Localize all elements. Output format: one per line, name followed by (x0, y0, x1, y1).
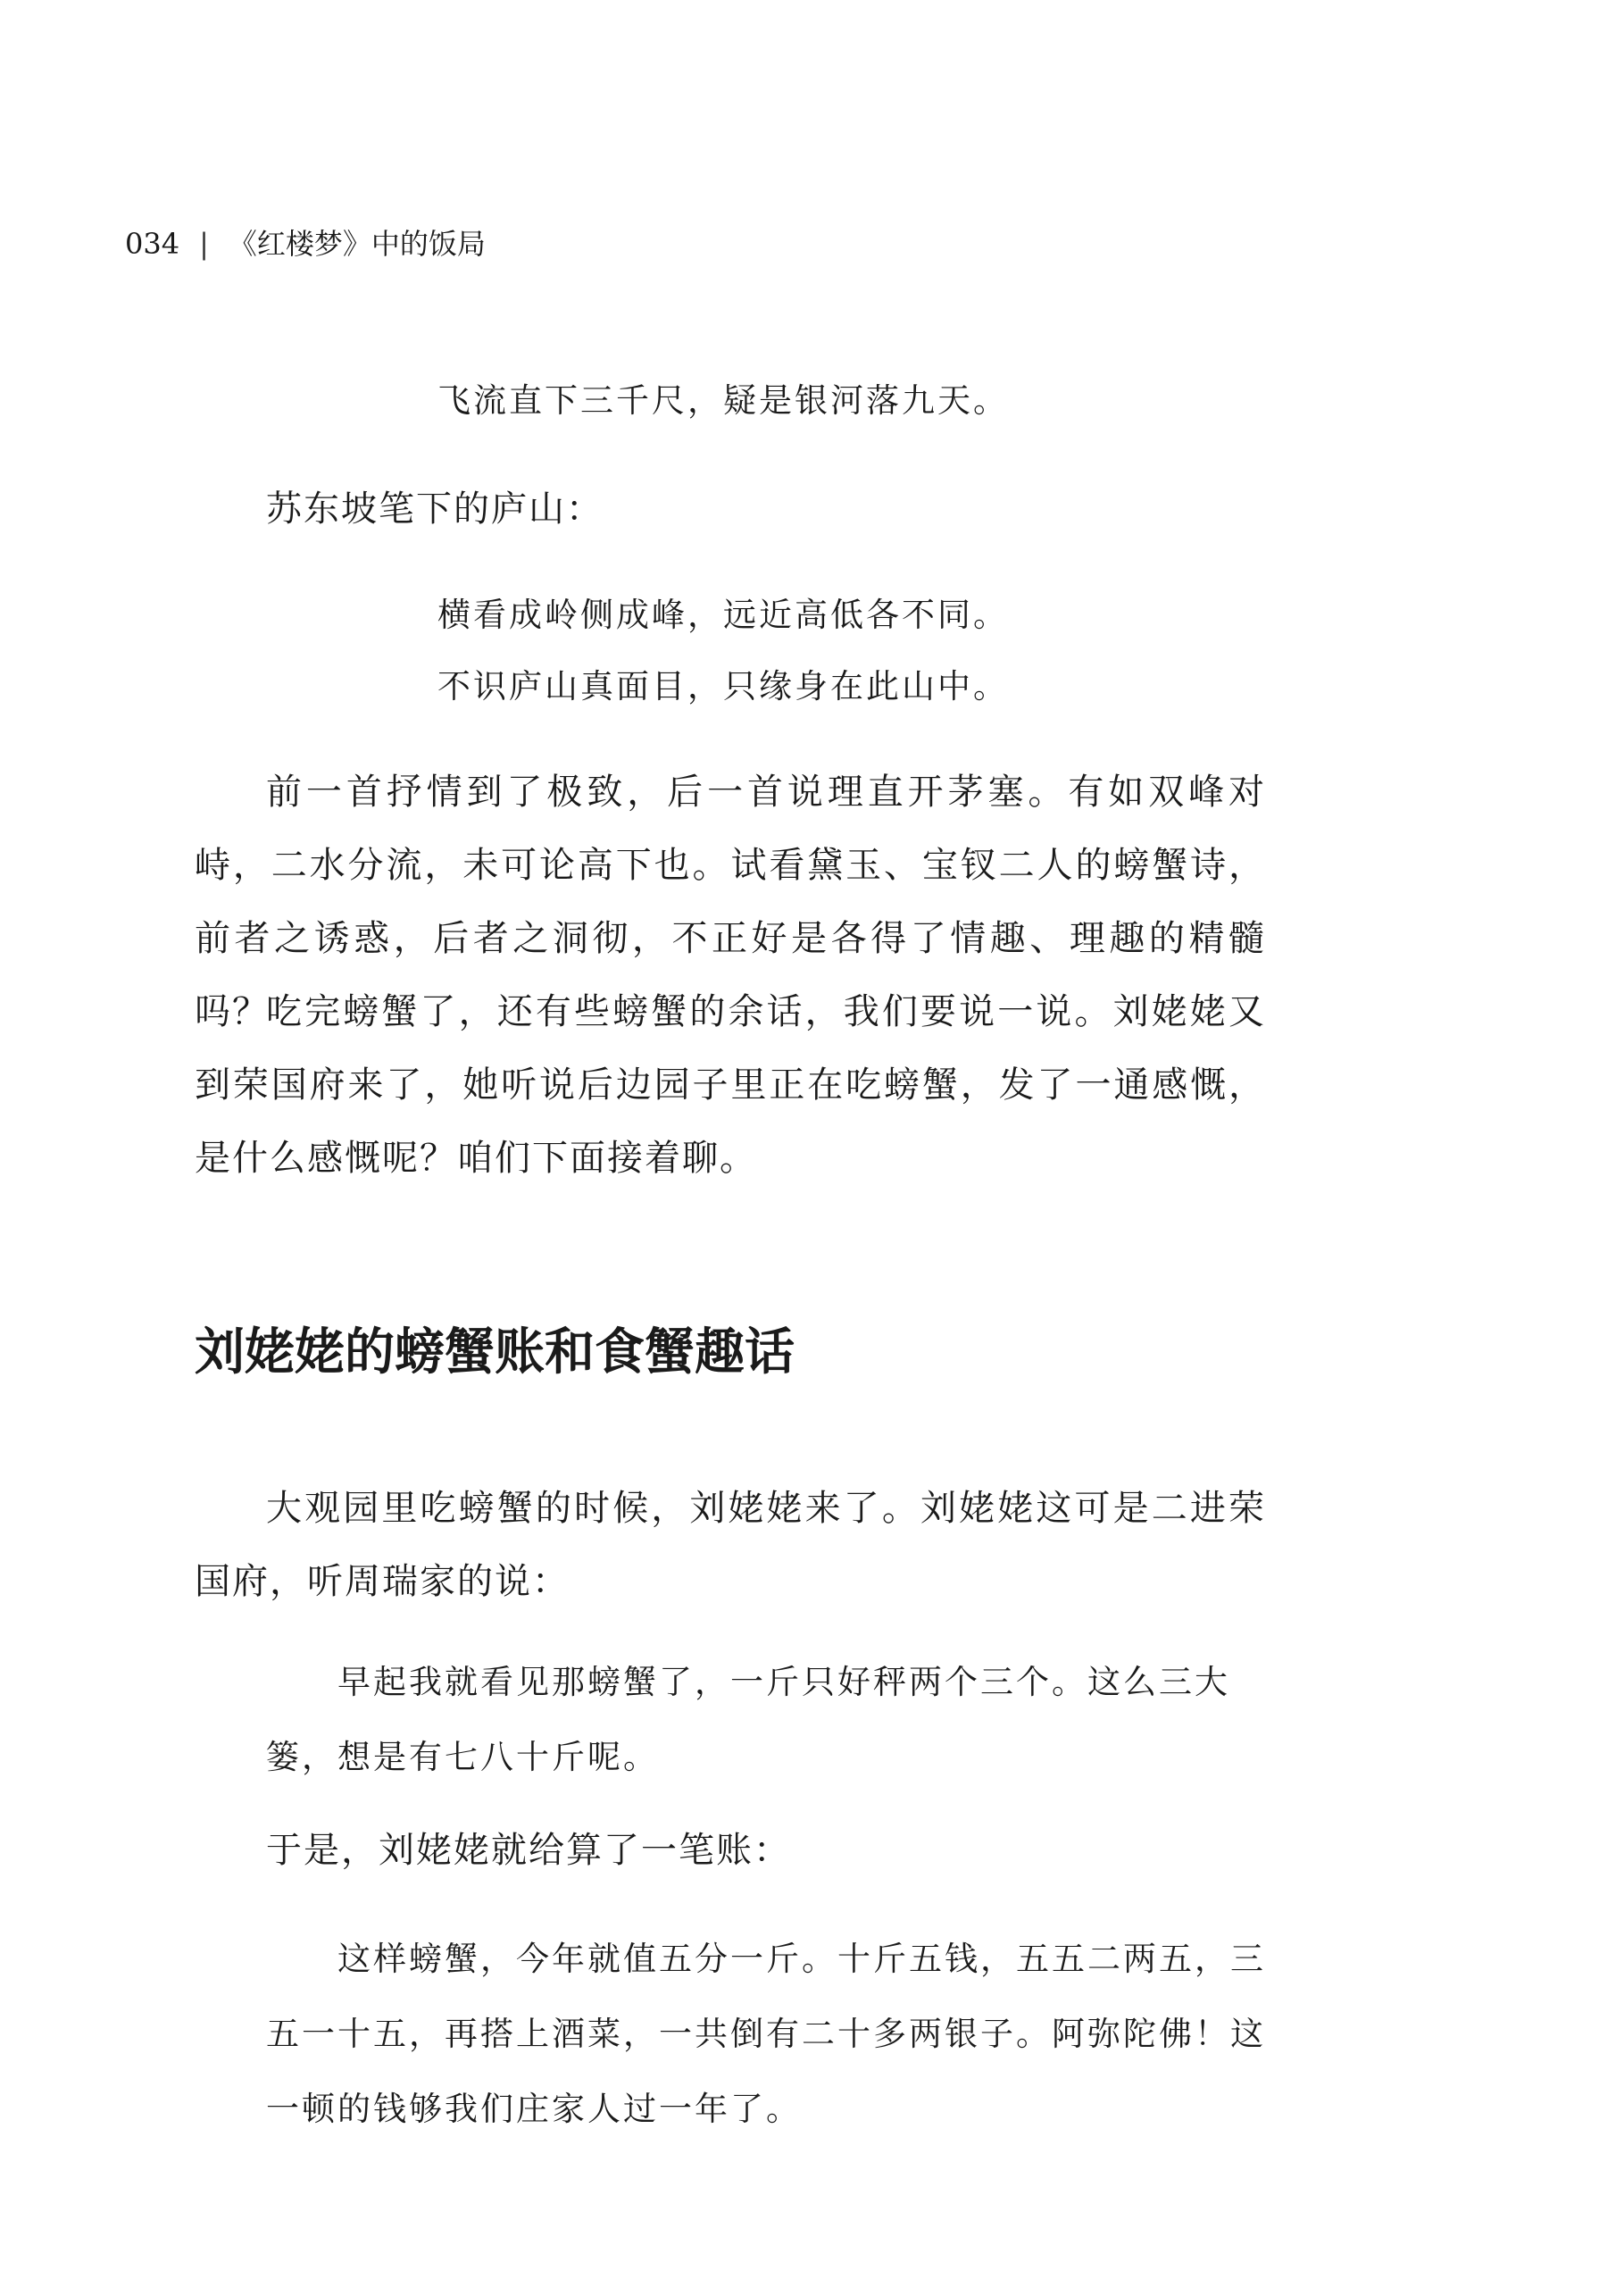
quote-zhourui: 早起我就看见那螃蟹了，一斤只好秤两个三个。这么三大篓，想是有七八十斤呢。 (266, 1663, 1230, 1776)
intro-sudongpo: 苏东坡笔下的庐山： (266, 488, 604, 530)
paragraph-daguanyuan: 大观园里吃螃蟹的时候，刘姥姥来了。刘姥姥这可是二进荣国府，听周瑞家的说： (195, 1488, 1266, 1602)
page-header (125, 221, 486, 263)
page-number: 034 (125, 227, 180, 261)
poem-line-lushan-2: 不识庐山真面目，只缘身在此山中。 (437, 667, 1009, 705)
book-title: 《红楼梦》中的饭局 (228, 227, 486, 261)
poem-line-lushan-1: 横看成岭侧成峰，远近高低各不同。 (437, 596, 1009, 634)
header-separator: | (199, 227, 209, 261)
poem-line-waterfall: 飞流直下三千尺，疑是银河落九天。 (437, 381, 1009, 420)
section-heading: 刘姥姥的螃蟹账和食蟹趣话 (195, 1323, 795, 1382)
paragraph-account-intro: 于是，刘姥姥就给算了一笔账： (266, 1830, 791, 1871)
quote-crab-account: 这样螃蟹，今年就值五分一斤。十斤五钱，五五二两五，三五一十五，再搭上酒菜，一共倒有二十多两银子。阿弥陀佛！这一顿的钱够我们庄家人过一年了。 (266, 1940, 1266, 2128)
paragraph-comparison: 前一首抒情到了极致，后一首说理直开茅塞。有如双峰对峙，二水分流，未可论高下也。试看黛玉、宝钗二人的螃蟹诗，前者之诱惑，后者之洞彻，不正好是各得了情趣、理趣的精髓吗？ (195, 772, 1266, 1032)
paragraph-liulaolao-intro: 吃完螃蟹了，还有些螃蟹的余话，我们要说一说。刘姥姥又到荣国府来了，她听说后边园子里正在吃螃蟹，发了一通感慨，是什么感慨呢？咱们下面接着聊。 (195, 991, 1266, 1179)
